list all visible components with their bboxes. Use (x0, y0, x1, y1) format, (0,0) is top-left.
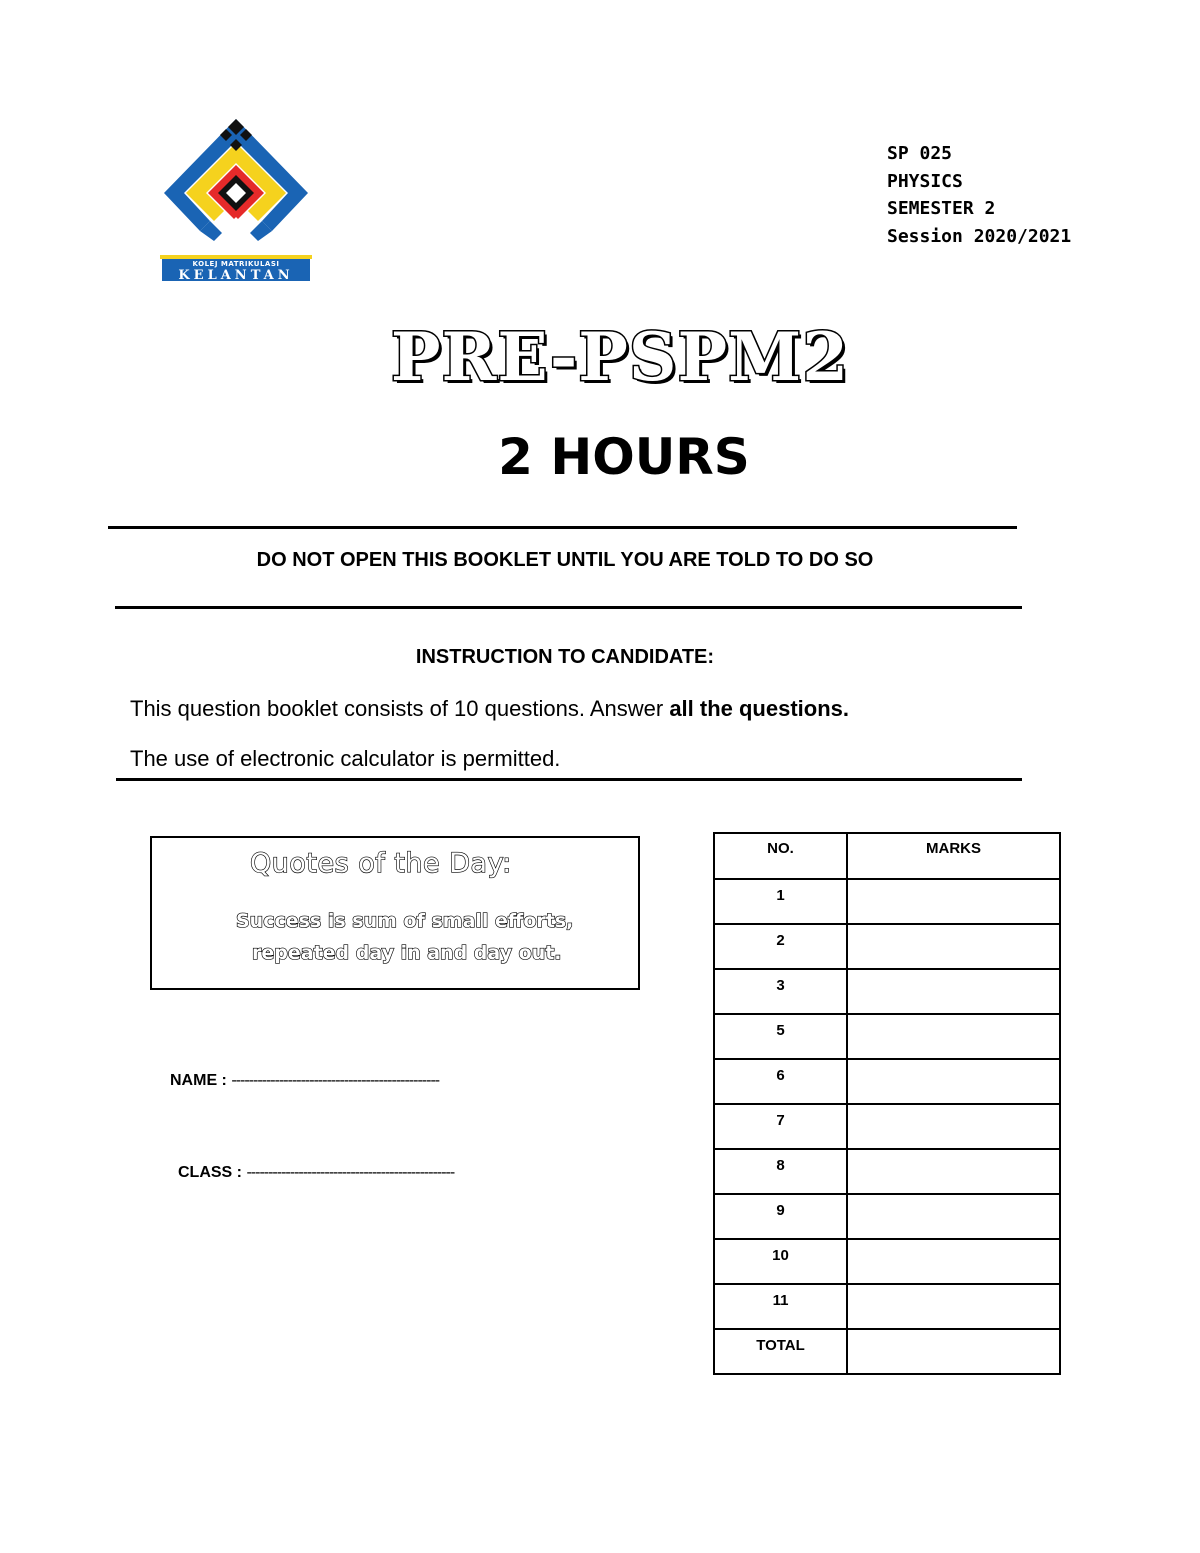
marks-entry-cell[interactable] (847, 1014, 1060, 1059)
marks-entry-cell[interactable] (847, 1239, 1060, 1284)
class-blank[interactable]: ------------------------------------------------ (246, 1164, 455, 1181)
exam-duration: 2 HOURS (498, 428, 750, 486)
table-row (714, 1104, 1060, 1149)
question-number-cell: TOTAL (714, 1329, 847, 1374)
class-field[interactable] (178, 1164, 454, 1182)
course-info (887, 140, 1071, 250)
table-row (714, 1059, 1060, 1104)
course-semester: SEMESTER 2 (887, 198, 996, 219)
marks-entry-cell[interactable] (847, 969, 1060, 1014)
quote-line-2: repeated day in and day out. (252, 942, 562, 964)
quote-title: Quotes of the Day: (250, 848, 512, 879)
marks-entry-cell[interactable] (847, 1149, 1060, 1194)
question-number-cell: 7 (714, 1104, 847, 1149)
instructions-heading: INSTRUCTION TO CANDIDATE: (415, 646, 715, 668)
class-label: CLASS : (178, 1164, 242, 1181)
question-number-cell: 9 (714, 1194, 847, 1239)
name-field[interactable] (170, 1072, 439, 1090)
logo-institution-text: KOLEJ MATRIKULASI (192, 260, 280, 268)
column-header-marks: MARKS (847, 833, 1060, 879)
marks-entry-cell[interactable] (847, 1284, 1060, 1329)
instruction-line-1-emphasis: all the questions. (669, 696, 850, 721)
table-row (714, 969, 1060, 1014)
column-header-no: NO. (714, 833, 847, 879)
divider-top (108, 526, 1017, 529)
table-row (714, 1239, 1060, 1284)
question-number-cell: 11 (714, 1284, 847, 1329)
warning-text: DO NOT OPEN THIS BOOKLET UNTIL YOU ARE TOLD TO DO SO (256, 549, 874, 571)
question-number-cell: 10 (714, 1239, 847, 1284)
divider-bottom (116, 778, 1022, 781)
name-blank[interactable]: ------------------------------------------------ (231, 1072, 440, 1089)
table-row (714, 1284, 1060, 1329)
marks-entry-cell[interactable] (847, 924, 1060, 969)
quote-box (150, 836, 640, 990)
course-session: Session 2020/2021 (887, 225, 1072, 247)
question-number-cell: 3 (714, 969, 847, 1014)
question-number-cell: 2 (714, 924, 847, 969)
kolej-matrikulasi-kelantan-logo (160, 115, 312, 283)
name-label: NAME : (170, 1072, 227, 1089)
table-row (714, 1014, 1060, 1059)
table-row (714, 924, 1060, 969)
table-row (714, 1329, 1060, 1374)
question-number-cell: 1 (714, 879, 847, 924)
marks-table-header-row (714, 833, 1060, 879)
table-row (714, 1194, 1060, 1239)
exam-title: PRE-PSPM2 (390, 318, 850, 396)
table-row (714, 879, 1060, 924)
course-subject: PHYSICS (887, 170, 963, 192)
marks-entry-cell[interactable] (847, 1059, 1060, 1104)
marks-table (713, 832, 1061, 1375)
marks-entry-cell[interactable] (847, 879, 1060, 924)
logo-state-text: KELANTAN (178, 268, 294, 283)
instruction-line-2: The use of electronic calculator is permitted. (130, 746, 561, 771)
question-number-cell: 8 (714, 1149, 847, 1194)
marks-entry-cell[interactable] (847, 1194, 1060, 1239)
quote-line-1: Success is sum of small efforts, (236, 910, 574, 932)
marks-entry-cell[interactable] (847, 1104, 1060, 1149)
question-number-cell: 5 (714, 1014, 847, 1059)
course-code: SP 025 (887, 143, 953, 164)
marks-entry-cell[interactable] (847, 1329, 1060, 1374)
instruction-line-1-text: This question booklet consists of 10 questions. Answer (130, 696, 670, 721)
table-row (714, 1149, 1060, 1194)
divider-middle (115, 606, 1022, 609)
instruction-line-1 (130, 696, 849, 722)
question-number-cell: 6 (714, 1059, 847, 1104)
